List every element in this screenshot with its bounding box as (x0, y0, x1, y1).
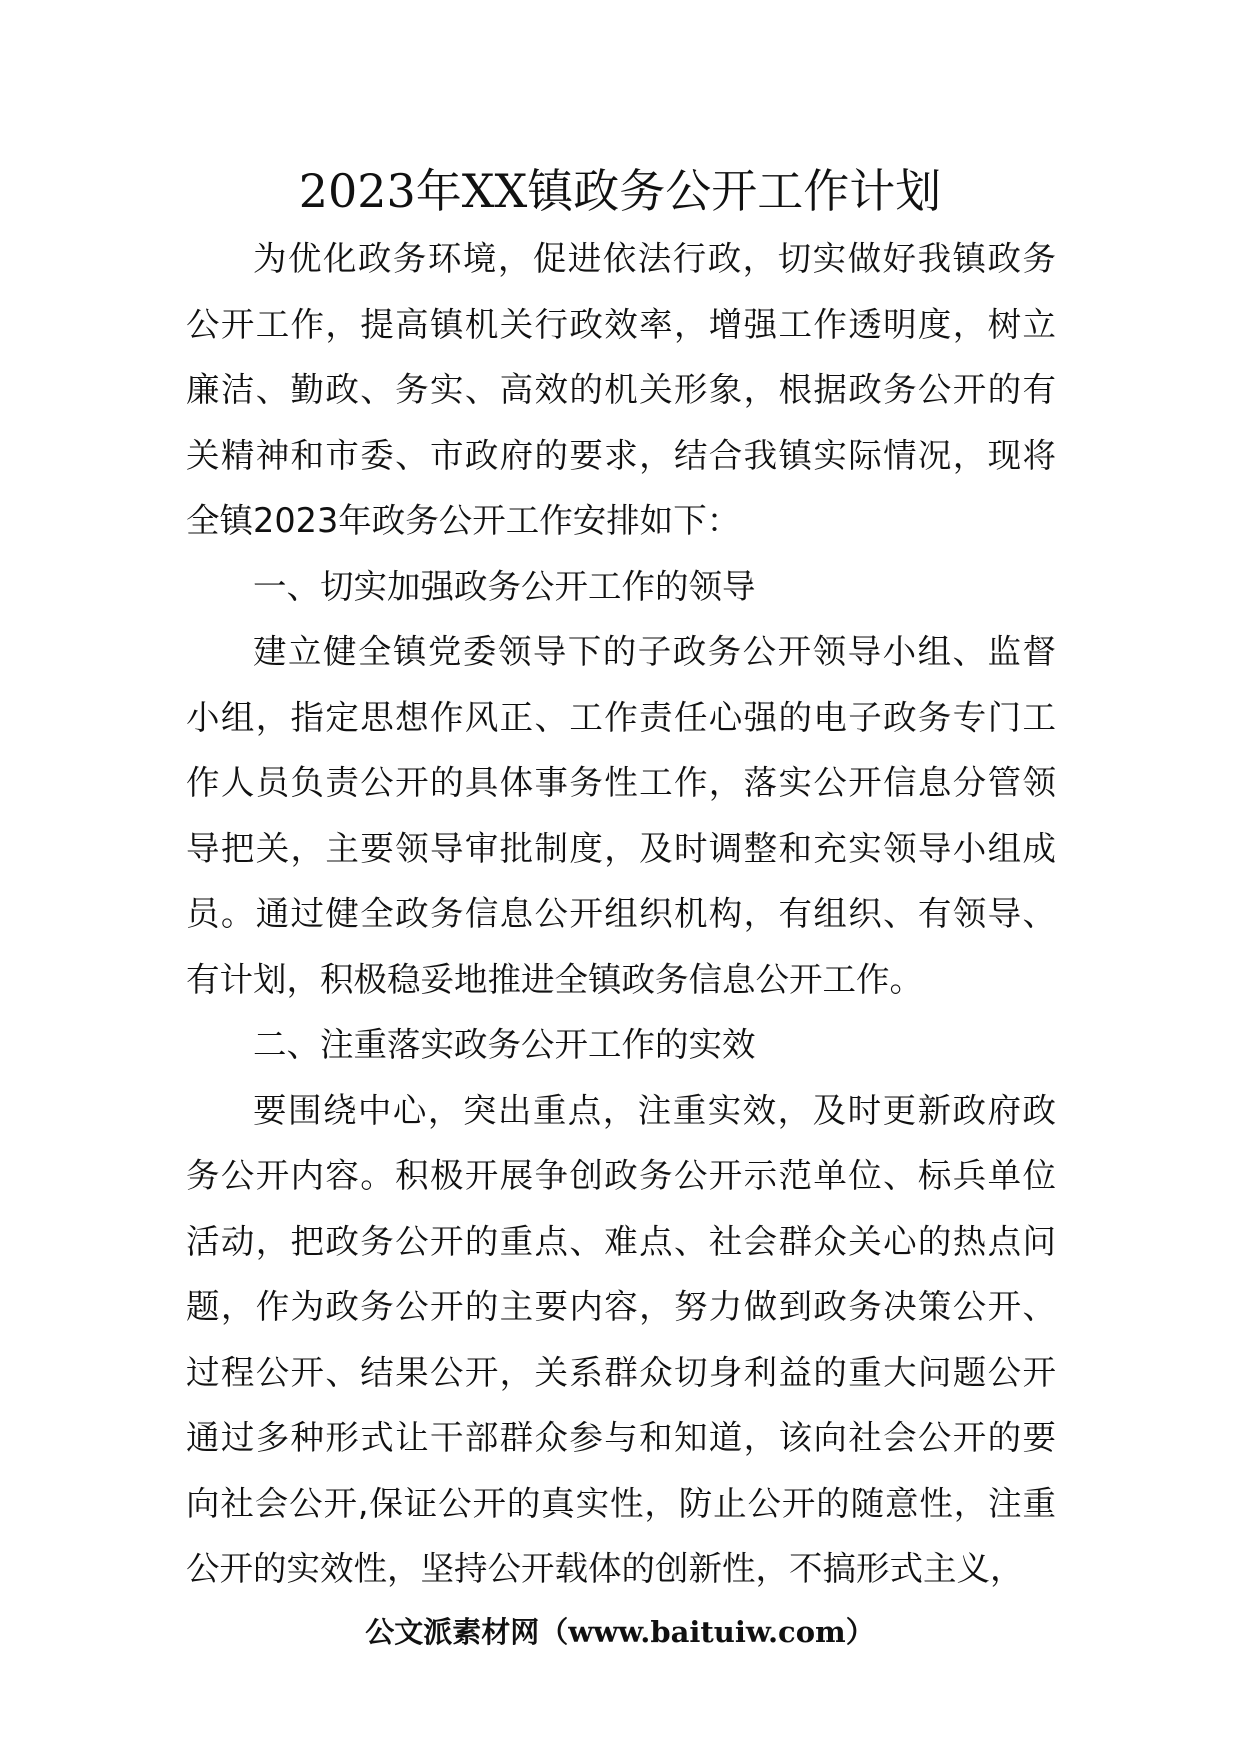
section-heading-1: 一、切实加强政务公开工作的领导 (253, 566, 756, 606)
section-1-paragraph: 建立健全镇党委领导下的子政务公开领导小组、监督小组，指定思想作风正、工作责任心强的电子政务专门工作人员负责公开的具体事务性工作，落实公开信息分管领导把关，主要领导审批制度，及时调整和充实领导小组成员。通过健全政务信息公开组织机构，有组织、有领导、有计划，积极稳妥地推进全镇政务信息公开工作。 (186, 632, 1056, 999)
intro-paragraph: 为优化政务环境，促进依法行政，切实做好我镇政务公开工作，提高镇机关行政效率，增强工作透明度，树立廉洁、勤政、务实、高效的机关形象，根据政务公开的有关精神和市委、市政府的要求，结合我镇实际情况，现将全镇2023年政务公开工作安排如下： (186, 239, 1056, 540)
section-heading-2: 二、注重落实政务公开工作的实效 (253, 1025, 756, 1064)
section-2-paragraph: 要围绕中心，突出重点，注重实效，及时更新政府政务公开内容。积极开展争创政务公开示范单位、标兵单位活动，把政务公开的重点、难点、社会群众关心的热点问题，作为政务公开的主要内容，努力做到政务决策公开、过程公开、结果公开，关系群众切身利益的重大问题公开通过多种形式让干部群众参与和知道，该向社会公开的要向社会公开,保证公开的真实性，防止公开的随意性，注重公开的实效性，坚持公开载体的创新性，不搞形式主义， (186, 1090, 1056, 1588)
document-body (186, 226, 1056, 1602)
document-title: 2023年XX镇政务公开工作计划 (298, 164, 942, 218)
footer-watermark: 公文派素材网（www.baituiw.com） (365, 1615, 875, 1649)
